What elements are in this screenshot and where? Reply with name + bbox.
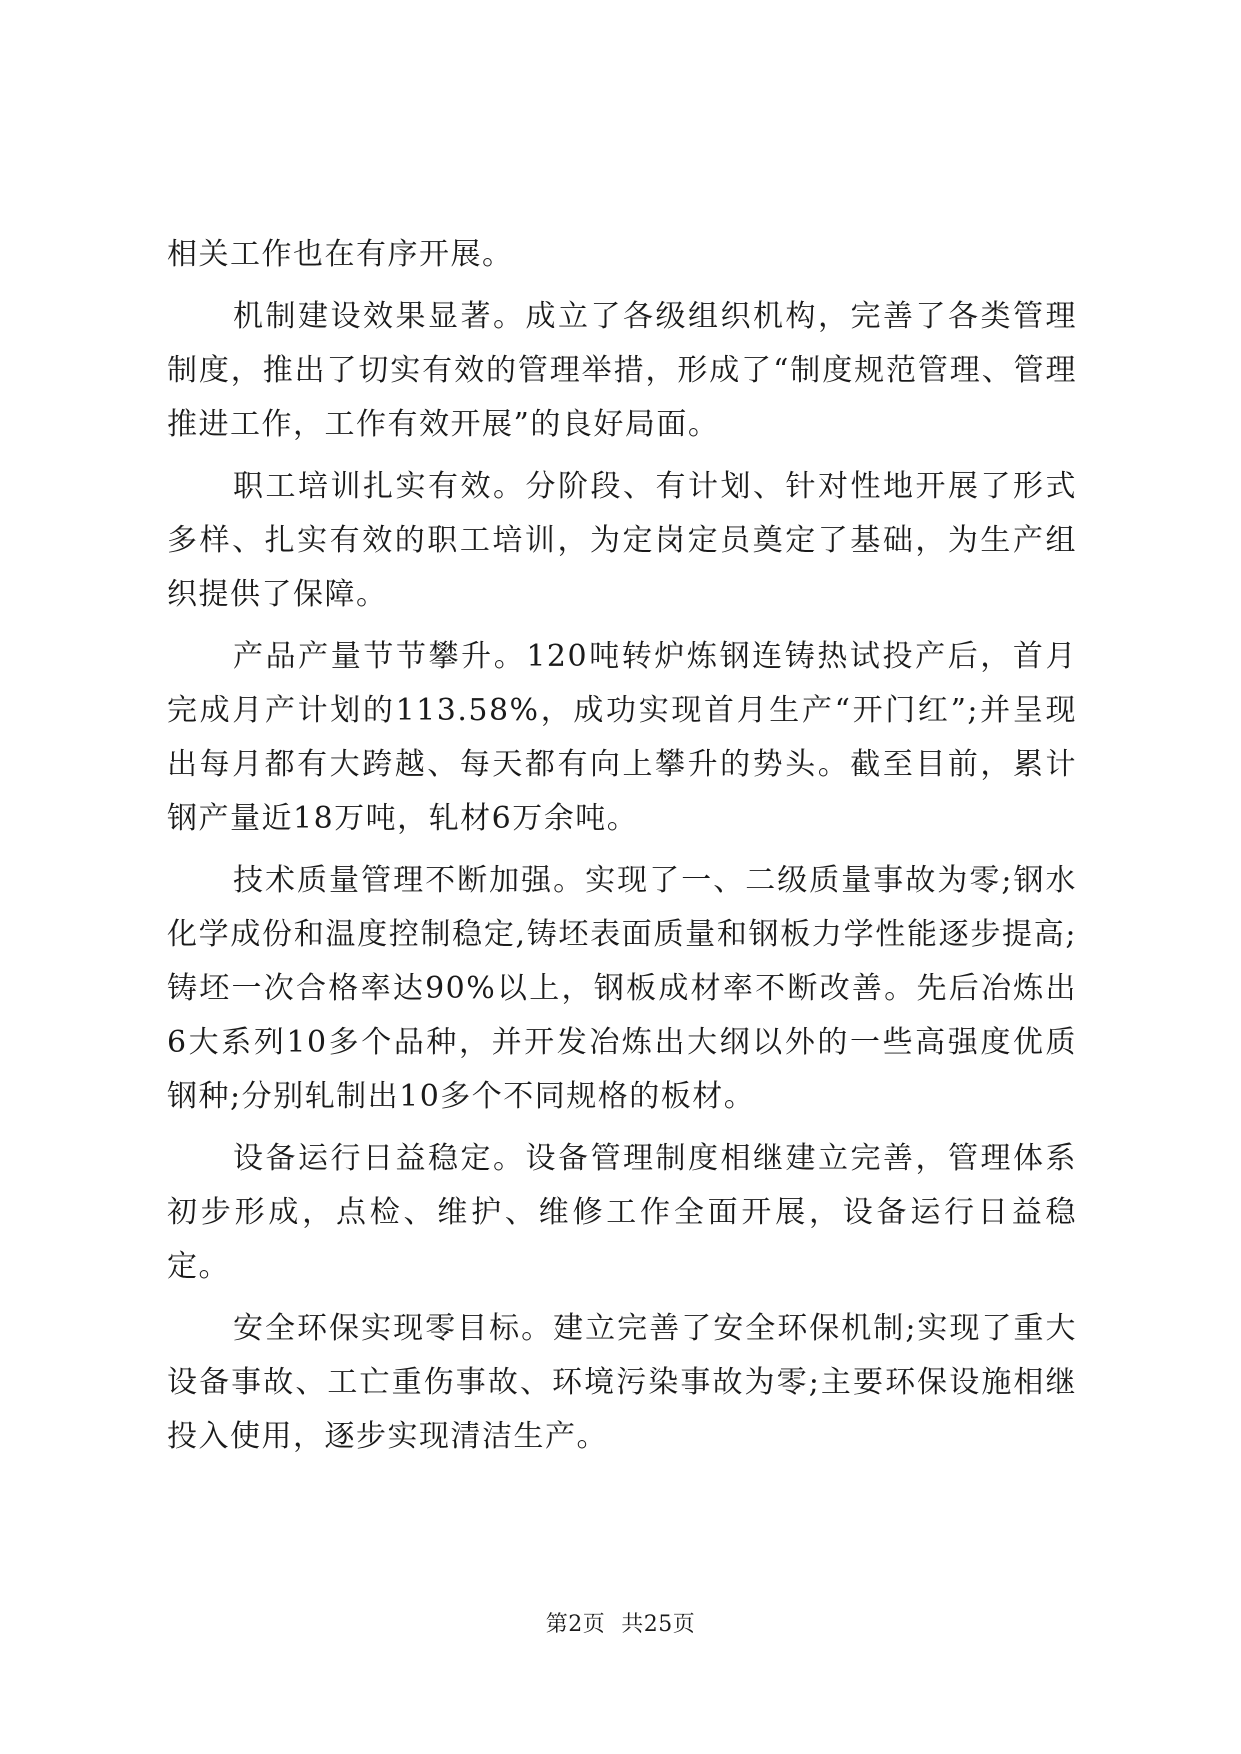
paragraph-output: 产品产量节节攀升。120吨转炉炼钢连铸热试投产后，首月完成月产计划的113.58%，成功实现首月生产“开门红”;并呈现出每月都有大跨越、每天都有向上攀升的势头。截至目前，累计钢产量近18万吨，轧材6万余吨。 [167, 639, 1077, 836]
paragraph-equipment: 设备运行日益稳定。设备管理制度相继建立完善，管理体系初步形成，点检、维护、维修工作全面开展，设备运行日益稳定。 [167, 1141, 1077, 1284]
page-total: 共25页 [621, 1612, 696, 1637]
paragraph-safety: 安全环保实现零目标。建立完善了安全环保机制;实现了重大设备事故、工亡重伤事故、环境污染事故为零;主要环保设施相继投入使用，逐步实现清洁生产。 [167, 1311, 1077, 1454]
document-body [167, 228, 1077, 1472]
page-number: 第2页 [545, 1612, 606, 1637]
paragraph-continuation: 相关工作也在有序开展。 [167, 237, 514, 272]
paragraph-mechanism: 机制建设效果显著。成立了各级组织机构，完善了各类管理制度，推出了切实有效的管理举措，形成了“制度规范管理、管理推进工作，工作有效开展”的良好局面。 [167, 299, 1077, 442]
page-footer [0, 1607, 1241, 1638]
paragraph-quality: 技术质量管理不断加强。实现了一、二级质量事故为零;钢水化学成份和温度控制稳定,铸坯表面质量和钢板力学性能逐步提高;铸坯一次合格率达90%以上，钢板成材率不断改善。先后冶炼出6大系列10多个品种，并开发冶炼出大纲以外的一些高强度优质钢种;分别轧制出10多个不同规格的板材。 [167, 863, 1077, 1114]
paragraph-training: 职工培训扎实有效。分阶段、有计划、针对性地开展了形式多样、扎实有效的职工培训，为定岗定员奠定了基础，为生产组织提供了保障。 [167, 469, 1077, 612]
